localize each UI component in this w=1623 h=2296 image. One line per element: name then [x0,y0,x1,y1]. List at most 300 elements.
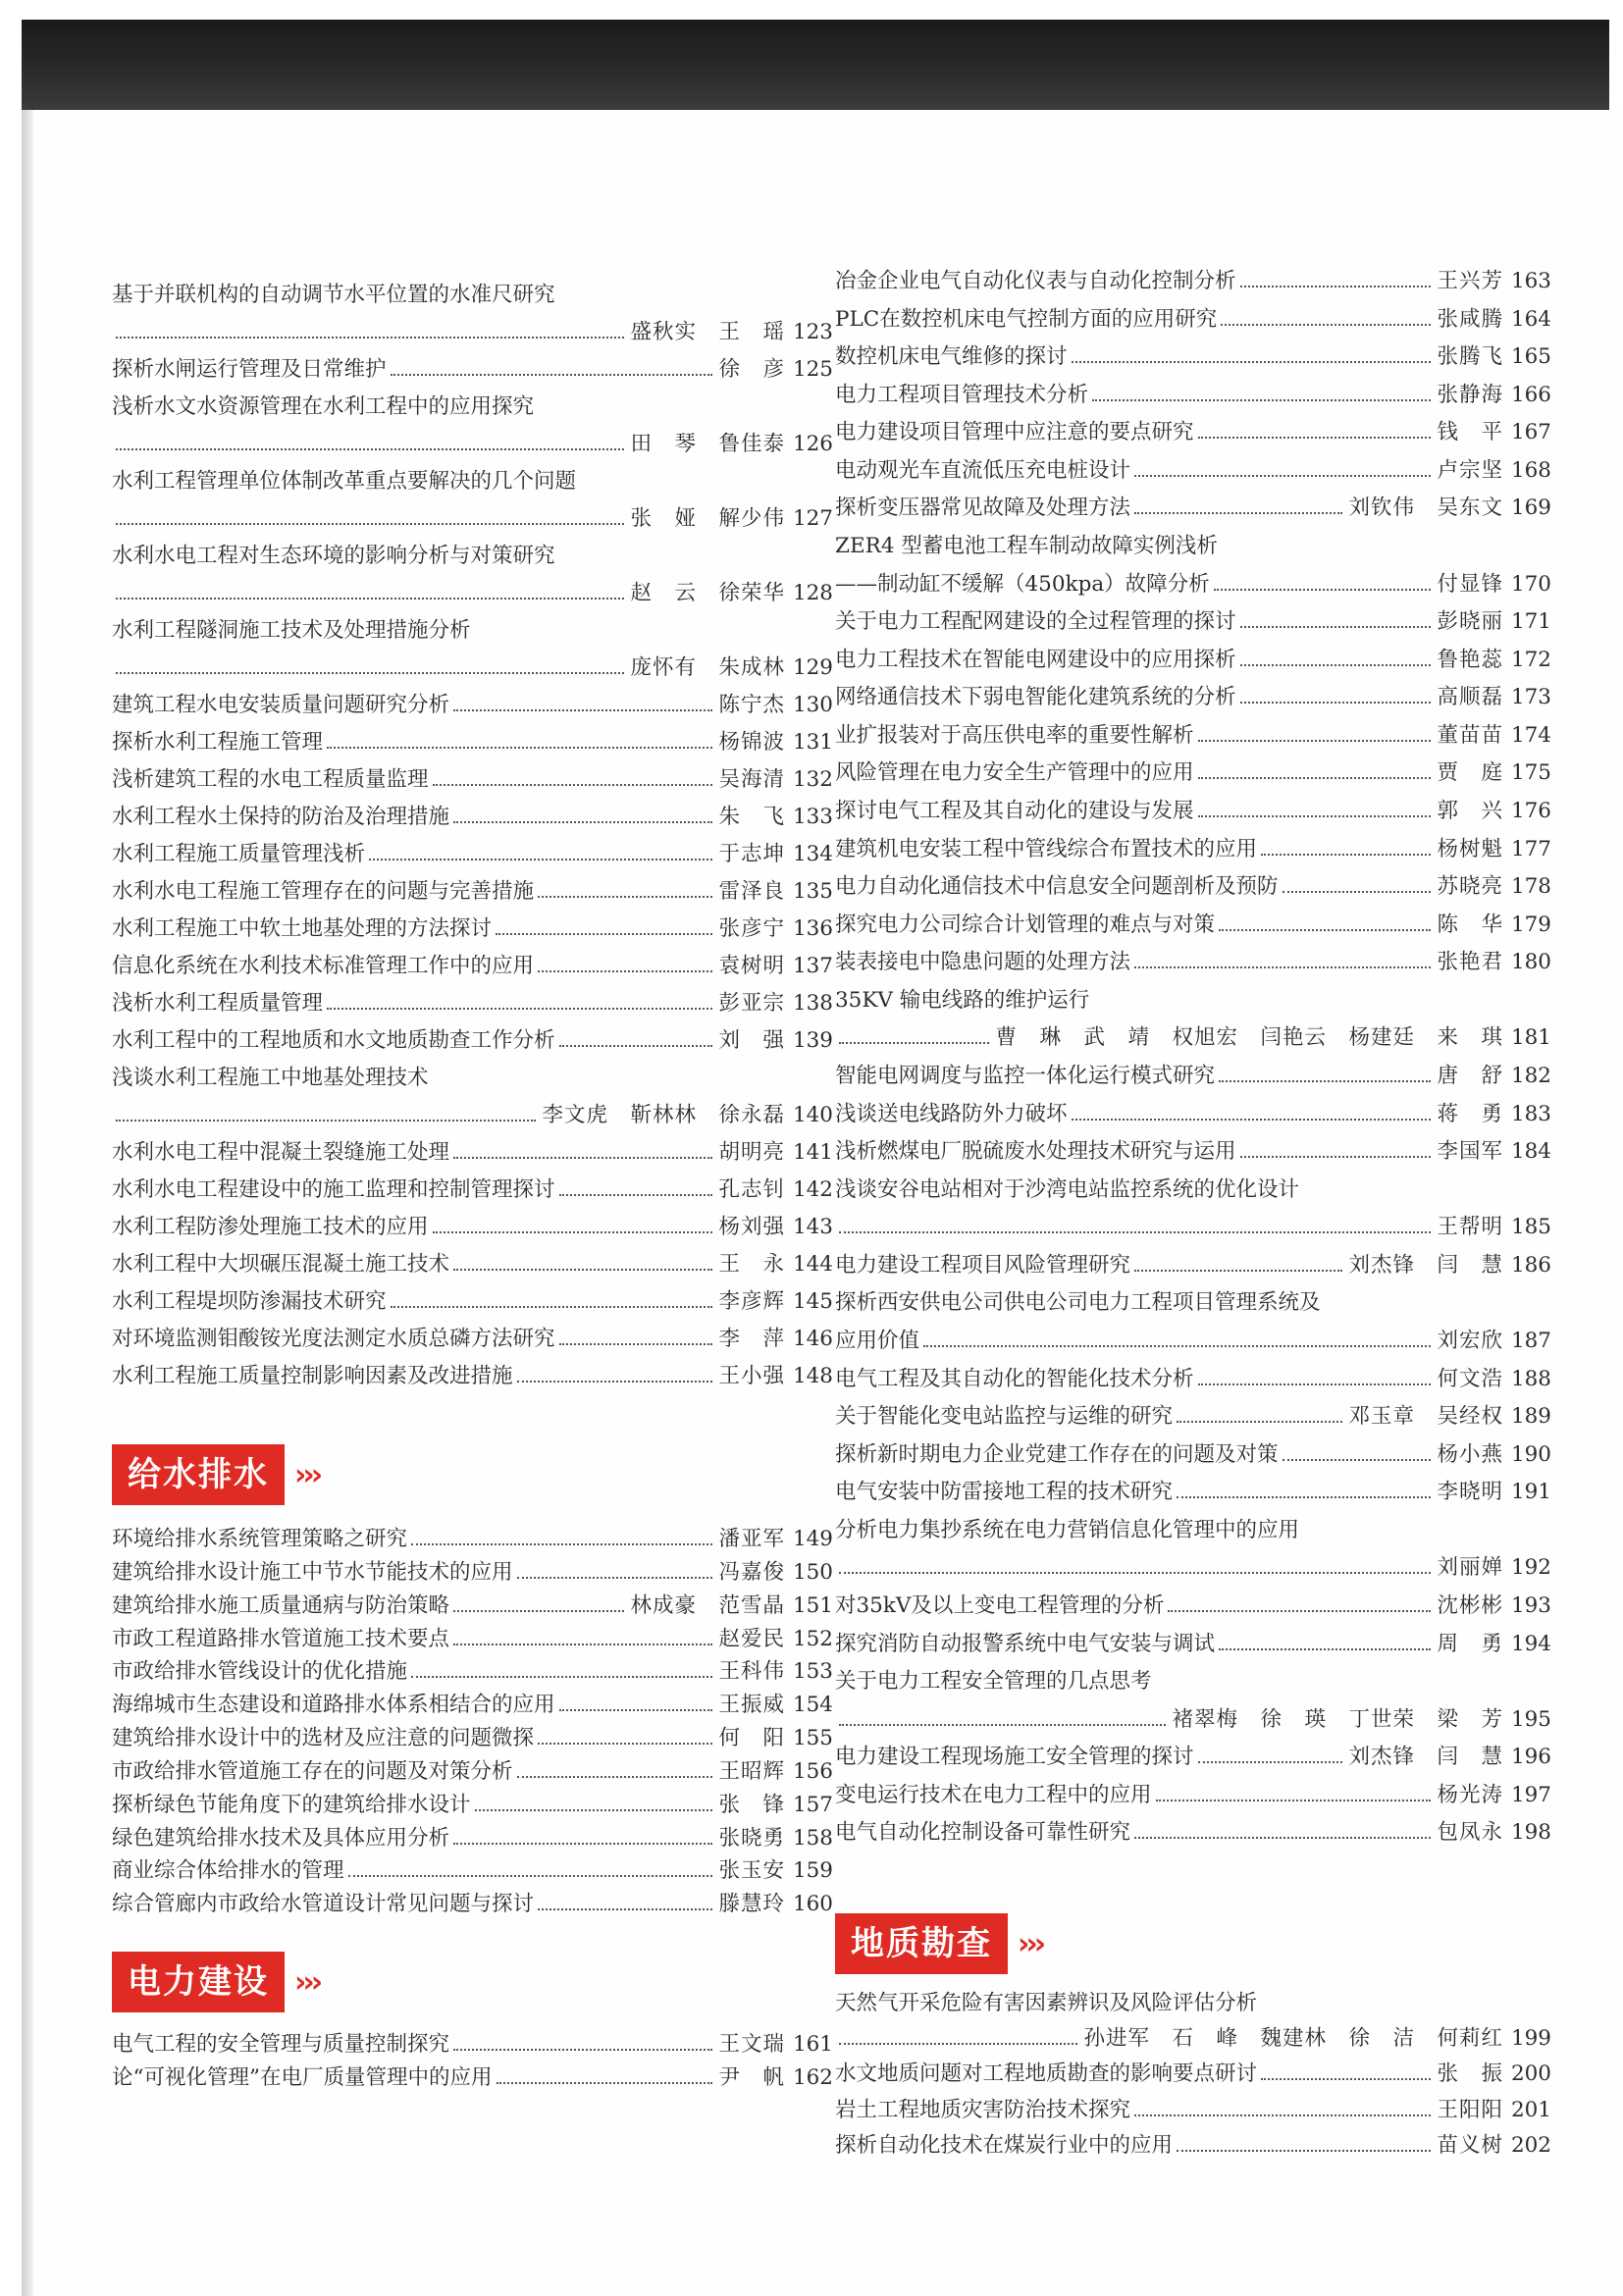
entry-title: 电气自动化控制设备可靠性研究 [835,1820,1131,1846]
toc-entry[interactable] [112,1209,833,1246]
entry-authors: 张腾飞 [1437,344,1503,370]
entry-page-number: 172 [1510,647,1551,672]
toc-entry[interactable] [112,1134,833,1172]
entry-page-number: 134 [792,842,833,866]
entry-authors: 李国军 [1437,1139,1503,1165]
entry-title: 数控机床电气维修的探讨 [835,344,1068,370]
entry-page-number: 192 [1510,1555,1551,1581]
entry-title: 电气工程的安全管理与质量控制探究 [112,2032,450,2057]
entry-authors: 庞怀有 朱成林 [630,655,785,680]
toc-entry[interactable] [112,612,833,687]
entry-title: 关于电力工程安全管理的几点思考 [835,1669,1152,1695]
entry-title: 浅析水利工程质量管理 [112,991,324,1016]
toc-entry[interactable] [835,414,1551,452]
leader-dots [1198,1383,1432,1385]
scan-top-shadow [22,20,1609,110]
toc-entry[interactable] [835,642,1551,680]
toc-entry[interactable] [112,724,833,761]
entry-authors: 张 振 [1437,2061,1503,2087]
entry-authors: 杨锦波 [718,730,785,755]
section-heading-label: 地质勘查 [835,1913,1008,1974]
toc-entry[interactable] [112,1556,833,1590]
entry-title: 电动观光车直流低压充电桩设计 [835,457,1131,483]
toc-entry[interactable] [835,982,1551,1058]
leader-dots [1219,1648,1431,1650]
entry-title: 天然气开采危险有害因素辨识及风险评估分析 [835,1991,1258,2015]
entry-authors: 李文虎 靳林林 徐永磊 [542,1103,785,1127]
scan-left-edge [22,110,33,2296]
leader-dots [1134,2114,1431,2116]
entry-authors: 郭 兴 [1437,799,1503,823]
leader-dots [839,2043,1077,2045]
toc-entry[interactable] [835,1663,1551,1739]
leader-dots [1134,966,1431,968]
leader-dots [559,1709,713,1711]
entry-authors: 陈宁杰 [718,693,785,717]
toc-entry[interactable] [112,1789,833,1822]
toc-entry[interactable] [112,911,833,948]
entry-page-number: 173 [1510,685,1551,710]
toc-entry[interactable] [835,377,1551,415]
section-heading-label: 电力建设 [112,1952,285,2012]
toc-entry[interactable] [835,1777,1551,1815]
toc-entry[interactable] [112,948,833,985]
entry-authors: 王科伟 [718,1659,785,1685]
toc-entry[interactable] [835,793,1551,831]
entry-page-number: 125 [792,357,833,382]
leader-dots [538,896,712,898]
entry-authors: 雷泽良 [718,879,785,904]
entry-page-number: 175 [1510,760,1551,786]
leader-dots [348,1875,713,1877]
entry-authors: 朱 飞 [718,805,785,829]
chevron-arrows-icon: ››› [294,1964,320,2000]
toc-entry[interactable] [112,1358,833,1395]
entry-authors: 胡明亮 [718,1140,785,1165]
entry-page-number: 168 [1510,457,1551,483]
leader-dots [327,747,712,749]
entry-page-number: 128 [792,581,833,605]
entry-page-number: 193 [1510,1593,1551,1618]
toc-entry[interactable] [835,907,1551,945]
leader-dots [1168,1610,1431,1612]
leader-dots [839,1042,989,1044]
toc-entry[interactable] [835,868,1551,907]
entry-page-number: 135 [792,879,833,904]
entry-authors: 高顺磊 [1437,685,1503,710]
entry-page-number: 186 [1510,1252,1551,1278]
entry-title: 电气安装中防雷接地工程的技术研究 [835,1480,1174,1505]
entry-title: 冶金企业电气自动化仪表与自动化控制分析 [835,269,1236,293]
entry-page-number: 174 [1510,722,1551,748]
entry-authors: 张艳君 [1437,950,1503,975]
leader-dots [1240,702,1432,704]
toc-entry[interactable] [835,1814,1551,1852]
entry-title: 分析电力集抄系统在电力营销信息化管理中的应用 [835,1517,1300,1542]
toc-entry[interactable] [112,1689,833,1722]
toc-entry[interactable] [112,985,833,1022]
entry-page-number: 142 [792,1177,833,1202]
entry-authors: 何 阳 [718,1726,785,1750]
entry-authors: 彭亚宗 [718,991,785,1016]
entry-title: 电力工程技术在智能电网建设中的应用探析 [835,647,1236,672]
entry-authors: 董苗苗 [1437,722,1503,748]
toc-entry[interactable] [835,1398,1551,1436]
entry-title: 海绵城市生态建设和道路排水体系相结合的应用 [112,1693,555,1718]
entry-title: 市政给排水管线设计的优化措施 [112,1659,408,1685]
entry-title: 水利工程中的工程地质和水文地质勘查工作分析 [112,1028,555,1053]
leader-dots [496,933,712,935]
entry-title: 建筑给排水施工质量通病与防治策略 [112,1592,450,1618]
leader-dots [453,709,712,711]
entry-title: 论“可视化管理”在电厂质量管理中的应用 [112,2065,493,2090]
entry-page-number: 140 [792,1103,833,1127]
leader-dots [1177,1421,1342,1423]
leader-dots [1219,929,1431,931]
entry-page-number: 133 [792,805,833,829]
entry-authors: 张 锋 [718,1792,785,1817]
entry-page-number: 149 [792,1527,833,1551]
leader-dots [1177,1496,1431,1498]
leader-dots [327,1008,712,1010]
entry-page-number: 176 [1510,799,1551,823]
toc-entry[interactable] [112,1822,833,1855]
leader-dots [453,2049,712,2051]
toc-entry[interactable] [112,1060,833,1134]
toc-entry[interactable] [112,761,833,799]
entry-page-number: 179 [1510,912,1551,937]
entry-title: 智能电网调度与监控一体化运行模式研究 [835,1064,1216,1088]
entry-page-number: 197 [1510,1782,1551,1807]
leader-dots [538,1908,712,1910]
toc-entry[interactable] [112,1590,833,1623]
entry-title: 电气工程及其自动化的智能化技术分析 [835,1366,1194,1391]
entry-authors: 杨树魁 [1437,836,1503,861]
entry-authors: 盛秋实 王 瑶 [630,320,785,344]
toc-entry[interactable] [112,1172,833,1209]
toc-entry[interactable] [112,873,833,911]
entry-page-number: 183 [1510,1101,1551,1126]
entry-title: 网络通信技术下弱电智能化建筑系统的分析 [835,685,1236,710]
leader-dots [1198,777,1432,779]
entry-title: 建筑给排水设计施工中节水节能技术的应用 [112,1559,513,1585]
entry-page-number: 194 [1510,1631,1551,1656]
entry-page-number: 199 [1510,2026,1551,2052]
entry-page-number: 162 [792,2065,833,2090]
entry-page-number: 200 [1510,2061,1551,2087]
entry-title: 电力工程项目管理技术分析 [835,382,1089,407]
leader-dots [1261,854,1431,856]
entry-page-number: 187 [1510,1328,1551,1353]
toc-entry[interactable] [112,687,833,724]
entry-authors: 彭晓丽 [1437,609,1503,635]
toc-entry[interactable] [112,277,833,351]
toc-entry[interactable] [112,389,833,463]
entry-page-number: 188 [1510,1366,1551,1391]
toc-entry[interactable] [835,1133,1551,1172]
toc-entry[interactable] [835,831,1551,869]
leader-dots [559,1343,713,1345]
entry-page-number: 141 [792,1140,833,1165]
entry-authors: 杨光涛 [1437,1782,1503,1807]
toc-entry[interactable] [112,1623,833,1656]
toc-entry[interactable] [112,1523,833,1556]
entry-authors: 李 萍 [718,1327,785,1351]
leader-dots [1156,1800,1432,1801]
entry-authors: 张咸腾 [1437,306,1503,332]
leader-dots [1198,1761,1343,1763]
toc-entry[interactable] [112,836,833,873]
toc-entry[interactable] [112,1321,833,1358]
entry-authors: 张 娅 解少伟 [630,506,785,531]
toc-entry[interactable] [835,1986,1551,2057]
entry-page-number: 155 [792,1726,833,1750]
entry-title: ZER4 型蓄电池工程车制动故障实例浅析 [835,534,1218,558]
toc-entry[interactable] [835,1096,1551,1134]
entry-authors: 刘丽婵 [1437,1555,1503,1581]
toc-entry[interactable] [835,528,1551,603]
toc-entry[interactable] [112,1888,833,1921]
entry-authors: 苗义树 [1437,2132,1503,2158]
entry-title: 市政给排水管道施工存在的问题及对策分析 [112,1758,513,1784]
leader-dots [116,672,624,674]
entry-page-number: 185 [1510,1215,1551,1240]
entry-authors: 何文浩 [1437,1366,1503,1391]
leader-dots [391,1306,713,1308]
entry-authors: 周 勇 [1437,1631,1503,1656]
entry-page-number: 167 [1510,420,1551,445]
entry-title: 电力自动化通信技术中信息安全问题剖析及预防 [835,874,1279,900]
chevron-arrows-icon: ››› [294,1457,320,1492]
toc-entry[interactable] [112,1722,833,1755]
toc-entry[interactable] [835,339,1551,377]
entry-page-number: 182 [1510,1064,1551,1088]
entry-authors: 赵 云 徐荣华 [630,581,785,605]
toc-entry[interactable] [112,2061,833,2095]
entry-page-number: 150 [792,1559,833,1585]
entry-authors: 袁树明 [718,954,785,978]
entry-title: 水利水电工程建设中的施工监理和控制管理探讨 [112,1177,555,1202]
entry-authors: 吴海清 [718,767,785,792]
entry-page-number: 127 [792,506,833,531]
entry-authors: 刘宏欣 [1437,1328,1503,1353]
toc-entry[interactable] [835,2128,1551,2164]
entry-title: 浅谈水利工程施工中地基处理技术 [112,1066,429,1090]
leader-dots [116,598,624,600]
entry-page-number: 170 [1510,571,1551,597]
leader-dots [1177,2150,1431,2152]
toc-entry[interactable] [112,1854,833,1888]
entry-authors: 李晓明 [1437,1480,1503,1505]
toc-entry[interactable] [835,944,1551,982]
toc-page [33,110,1623,2296]
entry-page-number: 158 [792,1825,833,1851]
leader-dots [1134,1270,1342,1272]
entry-page-number: 153 [792,1659,833,1685]
entry-title: 浅析燃煤电厂脱硫废水处理技术研究与运用 [835,1139,1236,1165]
entry-page-number: 164 [1510,306,1551,332]
leader-dots [1261,2078,1431,2080]
entry-page-number: 166 [1510,382,1551,407]
entry-title: 水利工程防渗处理施工技术的应用 [112,1215,429,1239]
leader-dots [453,1157,712,1159]
toc-entry[interactable] [835,1247,1551,1285]
entry-authors: 张晓勇 [718,1825,785,1851]
entry-authors: 包凤永 [1437,1820,1503,1846]
entry-authors: 贾 庭 [1437,760,1503,786]
section-water-supply [112,1442,319,1507]
leader-dots [411,1543,712,1545]
toc-entry[interactable] [835,717,1551,756]
toc-entry[interactable] [835,1512,1551,1588]
toc-entry[interactable] [112,1022,833,1060]
toc-entry[interactable] [835,1284,1551,1360]
toc-entry[interactable] [835,452,1551,491]
entry-title: 水利工程堤坝防渗漏技术研究 [112,1289,387,1314]
entry-title: 35KV 输电线路的维护运行 [835,987,1090,1013]
leader-dots [923,1345,1431,1347]
toc-entry[interactable] [835,755,1551,793]
entry-title: 基于并联机构的自动调节水平位置的水准尺研究 [112,283,555,307]
section-geological-survey [835,1911,1042,1976]
entry-title: 建筑给排水设计中的选材及应注意的问题微探 [112,1726,535,1750]
toc-entry[interactable] [835,603,1551,642]
entry-page-number: 144 [792,1252,833,1277]
entry-authors: 张彦宁 [718,916,785,941]
entry-authors: 王兴芳 [1437,269,1503,293]
entry-authors: 付显锋 [1437,571,1503,597]
toc-entry[interactable] [112,1655,833,1689]
entry-authors: 王昭辉 [718,1758,785,1784]
toc-entry[interactable] [835,2057,1551,2092]
entry-authors: 冯嘉俊 [718,1559,785,1585]
entry-authors: 王小强 [718,1364,785,1388]
leader-dots [453,1843,712,1845]
leader-dots [1072,361,1432,363]
entry-title: 建筑机电安装工程中管线综合布置技术的应用 [835,836,1258,861]
entry-page-number: 159 [792,1858,833,1884]
entry-page-number: 131 [792,730,833,755]
toc-entry[interactable] [835,1436,1551,1475]
entry-title: 探析水闸运行管理及日常维护 [112,357,387,382]
entry-page-number: 143 [792,1215,833,1239]
toc-entry[interactable] [112,799,833,836]
entry-title: 关于智能化变电站监控与运维的研究 [835,1404,1174,1430]
entry-authors: 唐 舒 [1437,1064,1503,1088]
toc-entry[interactable] [835,263,1551,301]
entry-authors: 于志坤 [718,842,785,866]
leader-dots [1240,286,1432,287]
toc-entry[interactable] [835,2093,1551,2128]
entry-page-number: 152 [792,1626,833,1651]
entry-page-number: 160 [792,1892,833,1917]
leader-dots [116,1120,536,1122]
leader-dots [839,1572,1431,1574]
leader-dots [475,1809,713,1811]
toc-entry[interactable] [112,1283,833,1321]
toc-entry[interactable] [835,679,1551,717]
entry-authors: 卢宗坚 [1437,457,1503,483]
entry-authors: 蒋 勇 [1437,1101,1503,1126]
entry-authors: 孙进军 石 峰 魏建林 徐 洁 何莉红 [1083,2026,1503,2052]
toc-entry[interactable] [112,1755,833,1789]
entry-authors: 邓玉章 吴经权 [1348,1404,1503,1430]
entry-title: 探讨电气工程及其自动化的建设与发展 [835,799,1194,823]
leader-dots [1134,512,1342,514]
entry-title: 环境给排水系统管理策略之研究 [112,1527,408,1551]
toc-entry[interactable] [835,1172,1551,1247]
entry-page-number: 136 [792,916,833,941]
entry-title: 建筑工程水电安装质量问题研究分析 [112,693,450,717]
toc-entry[interactable] [835,301,1551,339]
toc-entry[interactable] [112,538,833,612]
toc-entry[interactable] [835,1058,1551,1096]
leader-dots [839,1724,1166,1726]
entry-page-number: 177 [1510,836,1551,861]
toc-entry[interactable] [835,490,1551,528]
toc-entry[interactable] [112,463,833,538]
leader-dots [559,1045,713,1047]
leader-dots [497,2082,713,2084]
leader-dots [1198,815,1432,817]
entry-authors: 沈彬彬 [1437,1593,1503,1618]
entry-title: 探析西安供电公司供电公司电力工程项目管理系统及 [835,1290,1321,1316]
entry-authors: 曹 琳 武 靖 权旭宏 闫艳云 杨建廷 来 琪 [995,1025,1503,1051]
entry-title: 水利工程中大坝碾压混凝土施工技术 [112,1252,450,1277]
entry-title: 探析水利工程施工管理 [112,730,324,755]
toc-entry[interactable] [112,2028,833,2061]
toc-entry[interactable] [835,1588,1551,1626]
entry-page-number: 156 [792,1758,833,1784]
toc-entry[interactable] [835,1739,1551,1777]
leader-dots [1092,399,1431,401]
entry-authors: 褚翠梅 徐 瑛 丁世荣 梁 芳 [1172,1706,1503,1732]
leader-dots [433,784,713,786]
entry-page-number: 191 [1510,1480,1551,1505]
toc-entry[interactable] [112,1246,833,1283]
entry-page-number: 126 [792,432,833,456]
entry-authors: 张静海 [1437,382,1503,407]
toc-entry[interactable] [112,351,833,389]
leader-dots [1134,475,1431,477]
entry-page-number: 123 [792,320,833,344]
entry-title: 水利水电工程对生态环境的影响分析与对策研究 [112,544,555,568]
entry-authors: 王振威 [718,1693,785,1718]
entry-page-number: 180 [1510,950,1551,975]
leader-dots [517,1776,713,1778]
toc-entry[interactable] [835,1474,1551,1512]
entry-title: 水利工程隧洞施工技术及处理措施分析 [112,618,471,643]
entry-title: 浅谈送电线路防外力破坏 [835,1101,1068,1126]
leader-dots [538,1743,712,1745]
toc-entry[interactable] [835,1361,1551,1399]
entry-title: 水利工程施工中软土地基处理的方法探讨 [112,916,493,941]
entry-authors: 田 琴 鲁佳泰 [630,432,785,456]
entry-title: 电力建设工程现场施工安全管理的探讨 [835,1745,1194,1770]
entry-page-number: 196 [1510,1745,1551,1770]
entry-page-number: 151 [792,1592,833,1618]
entry-title: 浅析水文水资源管理在水利工程中的应用探究 [112,394,535,419]
leader-dots [1072,1119,1432,1121]
leader-dots [1198,437,1432,439]
toc-entry[interactable] [835,1626,1551,1664]
entry-page-number: 139 [792,1028,833,1053]
entry-title: 关于电力工程配网建设的全过程管理的探讨 [835,609,1236,635]
entry-page-number: 129 [792,655,833,680]
entry-authors: 刘钦伟 吴东文 [1348,496,1503,521]
entry-authors: 王文瑞 [718,2032,785,2057]
entry-page-number: 130 [792,693,833,717]
